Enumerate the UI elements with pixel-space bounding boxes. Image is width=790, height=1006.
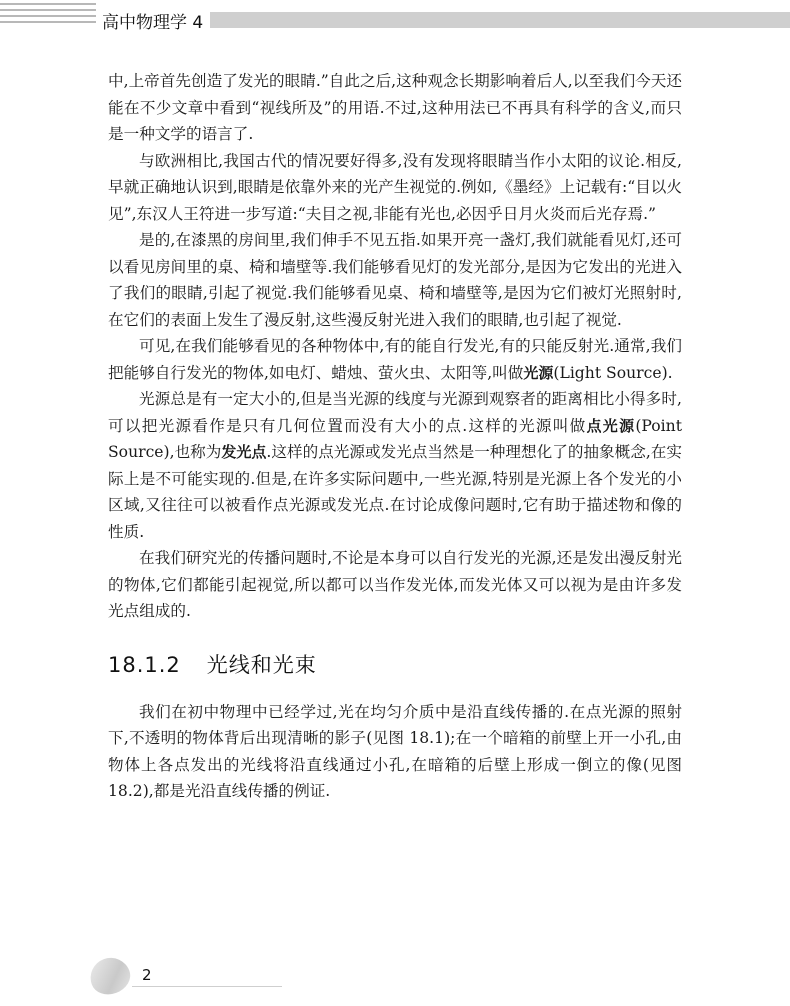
paragraph-4-text: 可见,在我们能够看见的各种物体中,有的能自行发光,有的只能反射光.通常,我们把能够自行发光的物体,如电灯、蜡烛、萤火虫、太阳等,叫做 xyxy=(108,337,682,382)
page-number: 2 xyxy=(142,966,152,984)
page-header xyxy=(0,0,790,40)
section-number: 18.1.2 xyxy=(108,652,181,677)
term-luminous-point: 发光点 xyxy=(221,443,267,461)
paragraph-5-text-c: .这样的点光源或发光点当然是一种理想化了的抽象概念,在实际上是不可能实现的.但是,在许多实际问题中,一些光源,特别是光源上各个发光的小区域,又往往可以被看作点光源或发光点.在讨论成像问题时,它有助于描述物和像的性质. xyxy=(108,443,682,541)
paragraph-1: 中,上帝首先创造了发光的眼睛.”自此之后,这种观念长期影响着后人,以至我们今天还能在不少文章中看到“视线所及”的用语.不过,这种用法已不再具有科学的含义,而只是一种文学的语言了. xyxy=(108,72,682,143)
paragraph-5-text-a: 光源总是有一定大小的,但是当光源的线度与光源到观察者的距离相比小得多时,可以把光源看作是只有几何位置而没有大小的点.这样的光源叫做 xyxy=(108,390,682,435)
term-point-source: 点光源 xyxy=(586,416,636,435)
paragraph-5 xyxy=(108,386,682,545)
term-light-source: 光源 xyxy=(523,363,554,382)
footer-decoration xyxy=(85,952,135,1000)
header-decoration-lines xyxy=(0,3,96,27)
section-title: 光线和光束 xyxy=(206,652,317,677)
paragraph-3: 是的,在漆黑的房间里,我们伸手不见五指.如果开亮一盏灯,我们就能看见灯,还可以看见房间里的桌、椅和墙壁等.我们能够看见灯的发光部分,是因为它发出的光进入了我们的眼睛,引起了视觉.我们能够看见桌、椅和墙壁等,是因为它们被灯光照射时,在它们的表面上发生了漫反射,这些漫反射光进入我们的眼睛,也引起了视觉. xyxy=(108,231,682,329)
footer-line xyxy=(132,986,282,987)
paragraph-5-text-b: (Point Source),也称为 xyxy=(108,416,682,461)
header-bar xyxy=(210,12,790,28)
paragraph-4-text-end: (Light Source). xyxy=(553,363,673,382)
paragraph-2: 与欧洲相比,我国古代的情况要好得多,没有发现将眼睛当作小太阳的议论.相反,早就正确地认识到,眼睛是依靠外来的光产生视觉的.例如,《墨经》上记载有:“目以火见”,东汉人王符进一步写道:“夫目之视,非能有光也,必因乎日月火炎而后光存焉.” xyxy=(108,151,682,223)
page-body xyxy=(108,68,682,805)
section-heading xyxy=(108,649,682,679)
paragraph-7: 我们在初中物理中已经学过,光在均匀介质中是沿直线传播的.在点光源的照射下,不透明的物体背后出现清晰的影子(见图 18.1);在一个暗箱的前壁上开一小孔,由物体上各点发出的光线将沿直线通过小孔,在暗箱的后壁上形成一倒立的像(见图 18.2),都是光沿直线传播的例证. xyxy=(108,702,682,800)
book-title: 高中物理学 4 xyxy=(102,13,204,33)
paragraph-4 xyxy=(108,333,682,386)
paragraph-6: 在我们研究光的传播问题时,不论是本身可以自行发光的光源,还是发出漫反射光的物体,它们都能引起视觉,所以都可以当作发光体,而发光体又可以视为是由许多发光点组成的. xyxy=(108,549,682,620)
